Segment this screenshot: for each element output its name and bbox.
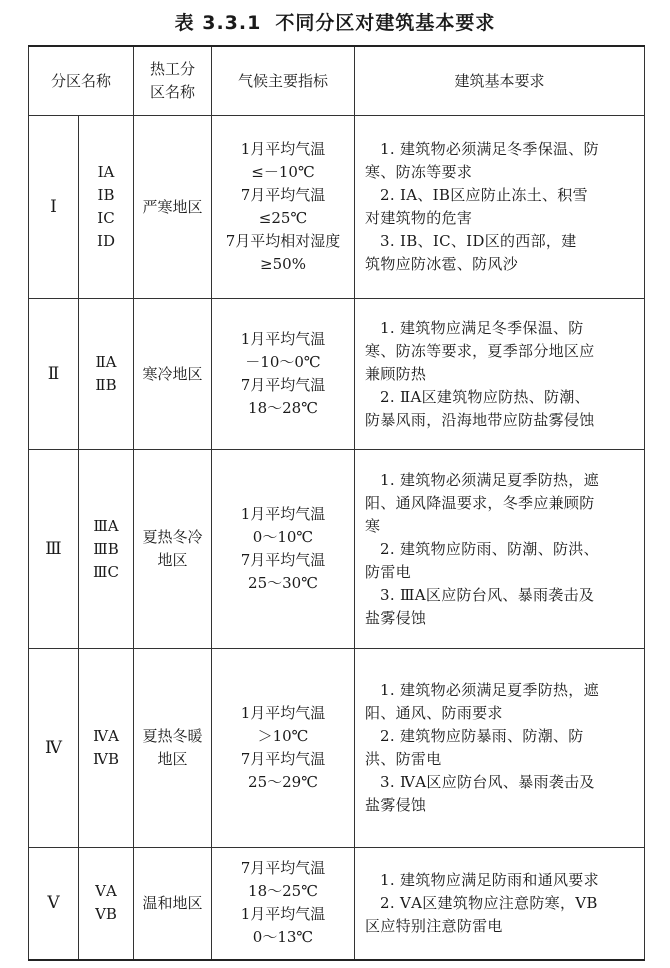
header-thermal-line2: 区名称 [150,83,196,101]
requirements-cell-line: 兼顾防热 [365,364,427,383]
table-row [29,299,645,450]
climate-cell [212,116,355,299]
climate-cell-line: 25～30℃ [248,574,318,592]
zone-label: Ⅴ [47,892,60,913]
requirements-cell-line: 区应特别注意防雷电 [365,916,503,935]
thermal-zone-cell-line: 地区 [157,551,188,569]
climate-cell-line: ≥50% [260,255,306,273]
requirements-cell-line: 3. ⅠB、ⅠC、ⅠD区的西部，建 [380,232,577,250]
climate-cell-line: 25～29℃ [248,773,318,791]
climate-cell-line: 0～13℃ [252,928,314,947]
climate-cell-line: 18～25℃ [248,882,318,901]
subzone-cell-line: ⅤB [95,905,117,924]
requirements-cell-line: 阳、通风、防雨要求 [365,704,503,722]
requirements-cell-line: 防暴风雨，沿海地带应防盐雾侵蚀 [365,410,595,429]
requirements-cell-line: 寒 [365,516,381,535]
subzone-cell-line: ⅠC [97,209,115,227]
climate-cell-line: 7月平均气温 [240,551,326,569]
climate-cell-line: ＞10℃ [257,727,309,745]
requirements-cell-line: 对建筑物的危害 [365,209,473,227]
subzone-cell-line: ⅠA [97,163,115,181]
requirements-cell-line: 1. 建筑物应满足防雨和通风要求 [380,870,599,889]
subzone-cell-line: ⅡB [95,376,117,394]
table-number: 表 3.3.1 [174,12,262,34]
subzone-cell [79,649,134,848]
climate-cell-line: 1月平均气温 [240,330,326,348]
requirements-cell-line: 2. 建筑物应防雨、防潮、防洪、 [380,539,599,558]
requirements-cell [355,450,645,649]
subzone-cell-line: ⅢB [93,539,119,558]
zone-label: Ⅳ [45,737,62,758]
climate-cell-line: 1月平均气温 [240,704,326,722]
zone-label: Ⅰ [50,196,57,217]
climate-cell-line: 7月平均气温 [240,859,326,878]
requirements-cell-line: 洪、防雷电 [365,750,442,768]
table-row [29,649,645,848]
thermal-zone-cell-line: 夏热冬冷 [142,528,203,546]
subzone-cell [79,848,134,960]
thermal-zone-cell-line: 夏热冬暖 [142,727,203,745]
requirements-cell-line: 2. ⅠA、ⅠB区应防止冻土、积雪 [380,186,588,204]
climate-cell-line: 7月平均气温 [240,186,326,204]
thermal-zone-cell [134,116,212,299]
subzone-cell [79,450,134,649]
subzone-cell-line: ⅤA [95,882,117,901]
subzone-cell-line: ⅢC [93,562,119,581]
thermal-zone-cell-line: 地区 [157,750,188,768]
requirements-cell-line: 盐雾侵蚀 [365,796,427,814]
requirements-cell-line: 2. ⅤA区建筑物应注意防寒，ⅤB [380,893,598,912]
header-row [29,46,645,116]
requirements-cell [355,848,645,960]
requirements-cell-line: 1. 建筑物必须满足冬季保温、防 [380,140,599,158]
requirements-cell [355,299,645,450]
zone-cell [29,450,79,649]
requirements-cell-line: 防雷电 [365,562,411,581]
climate-cell-line: 7月平均气温 [240,750,326,768]
requirements-cell-line: 阳、通风降温要求，冬季应兼顾防 [365,493,595,512]
thermal-zone-cell [134,649,212,848]
zone-cell [29,299,79,450]
table-caption: 不同分区对建筑基本要求 [275,12,496,34]
zoning-requirements-table [28,45,645,961]
header-climate: 气候主要指标 [212,46,355,116]
subzone-cell-line: ⅡA [95,353,117,371]
requirements-cell-line: 筑物应防冰雹、防风沙 [365,255,519,273]
climate-cell-line: 1月平均气温 [240,505,326,523]
requirements-cell-line: 1. 建筑物必须满足夏季防热，遮 [380,681,599,699]
climate-cell-line: 7月平均气温 [240,376,326,394]
header-zone: 分区名称 [29,46,134,116]
climate-cell-line: ≤25℃ [258,209,308,227]
requirements-cell-line: 3. ⅣA区应防台风、暴雨袭击及 [380,773,595,791]
requirements-cell-line: 盐雾侵蚀 [365,608,427,627]
header-thermal-zone [134,46,212,116]
subzone-cell-line: ⅢA [93,516,119,535]
thermal-zone-cell [134,848,212,960]
zone-cell [29,848,79,960]
climate-cell-line: ≤－10℃ [251,163,315,181]
header-thermal-line1: 热工分 [150,60,196,78]
subzone-cell-line: ⅣA [93,727,119,745]
subzone-cell-line: ⅣB [93,750,120,768]
climate-cell-line: 1月平均气温 [240,905,326,924]
climate-cell-line: －10～0℃ [245,353,321,371]
table-row [29,116,645,299]
requirements-cell-line: 3. ⅢA区应防台风、暴雨袭击及 [380,585,595,604]
requirements-cell [355,649,645,848]
climate-cell-line: 18～28℃ [248,399,318,417]
table-row [29,450,645,649]
climate-cell-line: 1月平均气温 [240,140,326,158]
climate-cell [212,848,355,960]
requirements-cell-line: 2. ⅡA区建筑物应防热、防潮、 [380,387,590,406]
requirements-cell-line: 寒、防冻等要求 [365,163,473,181]
table-title [0,8,670,35]
thermal-zone-cell-line: 严寒地区 [142,197,203,216]
table-row [29,848,645,960]
climate-cell [212,299,355,450]
zone-cell [29,116,79,299]
thermal-zone-cell [134,299,212,450]
requirements-cell-line: 2. 建筑物应防暴雨、防潮、防 [380,727,584,745]
requirements-cell-line: 寒、防冻等要求，夏季部分地区应 [365,341,595,360]
requirements-cell-line: 1. 建筑物必须满足夏季防热，遮 [380,470,599,489]
thermal-zone-cell-line: 温和地区 [142,893,203,912]
subzone-cell [79,116,134,299]
requirements-cell [355,116,645,299]
subzone-cell-line: ⅠD [97,232,115,250]
zone-cell [29,649,79,848]
climate-cell-line: 7月平均相对湿度 [225,232,341,250]
zone-label: Ⅲ [45,538,62,559]
zone-label: Ⅱ [47,363,60,384]
subzone-cell [79,299,134,450]
thermal-zone-cell [134,450,212,649]
header-requirements: 建筑基本要求 [355,46,645,116]
climate-cell [212,649,355,848]
climate-cell-line: 0～10℃ [252,528,314,546]
climate-cell [212,450,355,649]
thermal-zone-cell-line: 寒冷地区 [142,364,203,383]
requirements-cell-line: 1. 建筑物应满足冬季保温、防 [380,318,584,337]
subzone-cell-line: ⅠB [97,186,115,204]
